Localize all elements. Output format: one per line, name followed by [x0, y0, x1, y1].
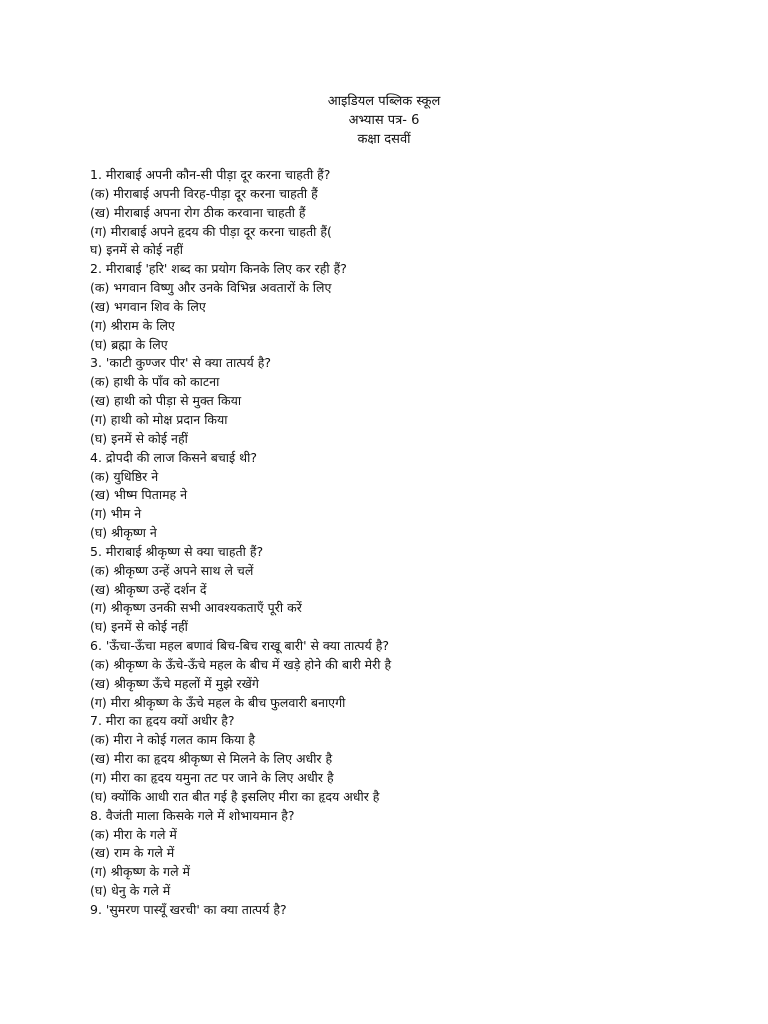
text-line: 7. मीरा का हृदय क्यों अधीर है?: [90, 713, 235, 729]
text-line: (घ) इनमें से कोई नहीं: [90, 430, 188, 446]
text-line: (ग) हाथी को मोक्ष प्रदान किया: [90, 411, 228, 427]
text-line: (घ) क्योंकि आधी रात बीत गई है इसलिए मीरा का हृदय अधीर है: [90, 788, 380, 804]
text-line: (घ) ब्रह्मा के लिए: [90, 336, 168, 352]
text-line: 4. द्रोपदी की लाज किसने बचाई थी?: [90, 449, 257, 465]
text-line: (ग) भीम ने: [90, 506, 142, 522]
text-line: (क) श्रीकृष्ण के ऊँचे-ऊँचे महल के बीच में खड़े होने की बारी मेरी है: [90, 656, 392, 672]
document-header: [0, 92, 768, 149]
text-line: (क) हाथी के पाँव को काटना: [90, 374, 220, 390]
text-line: (ख) भगवान शिव के लिए: [90, 298, 206, 314]
text-line: (ख) श्रीकृष्ण ऊँचे महलों में मुझे रखेंगे: [90, 675, 259, 691]
text-line: (क) मीरा के गले में: [90, 826, 177, 842]
text-line: (ख) मीरा का हृदय श्रीकृष्ण से मिलने के लिए अधीर है: [90, 751, 333, 767]
text-line: (ग) मीरा श्रीकृष्ण के ऊँचे महल के बीच फुलवारी बनाएगी: [90, 694, 346, 710]
text-line: (घ) श्रीकृष्ण ने: [90, 525, 157, 541]
text-line: (ख) भीष्म पितामह ने: [90, 487, 188, 503]
text-line: (क) भगवान विष्णु और उनके विभिन्न अवतारों के लिए: [90, 280, 332, 296]
text-line: 3. 'काटी कुण्जर पीर' से क्या तात्पर्य है?: [90, 355, 271, 371]
text-line: (ख) राम के गले में: [90, 845, 175, 861]
text-line: (ग) मीरा का हृदय यमुना तट पर जाने के लिए अधीर है: [90, 770, 334, 785]
text-line: (ख) मीराबाई अपना रोग ठीक करवाना चाहती हैं: [90, 204, 306, 220]
text-line: 5. मीराबाई श्रीकृष्ण से क्या चाहती हैं?: [90, 543, 264, 559]
text-line: (ख) श्रीकृष्ण उन्हें दर्शन दें: [90, 581, 207, 597]
text-line: 2. मीराबाई 'हरि' शब्द का प्रयोग किनके लिए कर रही हैं?: [90, 261, 347, 277]
school-name: आइडियल पब्लिक स्कूल: [327, 94, 441, 109]
text-line: (क) युधिष्ठिर ने: [90, 468, 159, 484]
text-line: (क) मीराबाई अपनी विरह-पीड़ा दूर करना चाहती हैं: [90, 185, 318, 201]
text-line: 6. 'ऊँचा-ऊँचा महल बणावं बिच-बिच राखू बारी' से क्या तात्पर्य है?: [90, 638, 390, 654]
text-line: (ख) हाथी को पीड़ा से मुक्त किया: [90, 393, 242, 409]
text-line: 8. वैजंती माला किसके गले में शोभायमान है?: [90, 807, 295, 823]
text-line: (घ) धेनु के गले में: [90, 883, 171, 899]
text-line: 9. 'सुमरण पास्यूँ खरची' का क्या तात्पर्य है?: [90, 901, 287, 917]
text-line: (क) श्रीकृष्ण उन्हें अपने साथ ले चलें: [90, 562, 254, 578]
text-line: (ग) श्रीकृष्ण उनकी सभी आवश्यकताएँ पूरी करें: [90, 600, 302, 616]
text-line: घ) इनमें से कोई नहीं: [90, 242, 183, 258]
text-line: 1. मीराबाई अपनी कौन-सी पीड़ा दूर करना चाहती हैं?: [90, 167, 331, 182]
text-line: (ग) श्रीराम के लिए: [90, 317, 175, 333]
text-line: (ग) मीराबाई अपने हृदय की पीड़ा दूर करना चाहती हैं(: [90, 223, 332, 239]
text-line: (क) मीरा ने कोई गलत काम किया है: [90, 732, 256, 748]
question-list: [90, 166, 760, 920]
text-line: (ग) श्रीकृष्ण के गले में: [90, 864, 191, 880]
class-name: कक्षा दसवीं: [357, 132, 411, 147]
text-line: (घ) इनमें से कोई नहीं: [90, 619, 188, 635]
worksheet-title: अभ्यास पत्र- 6: [348, 113, 420, 128]
